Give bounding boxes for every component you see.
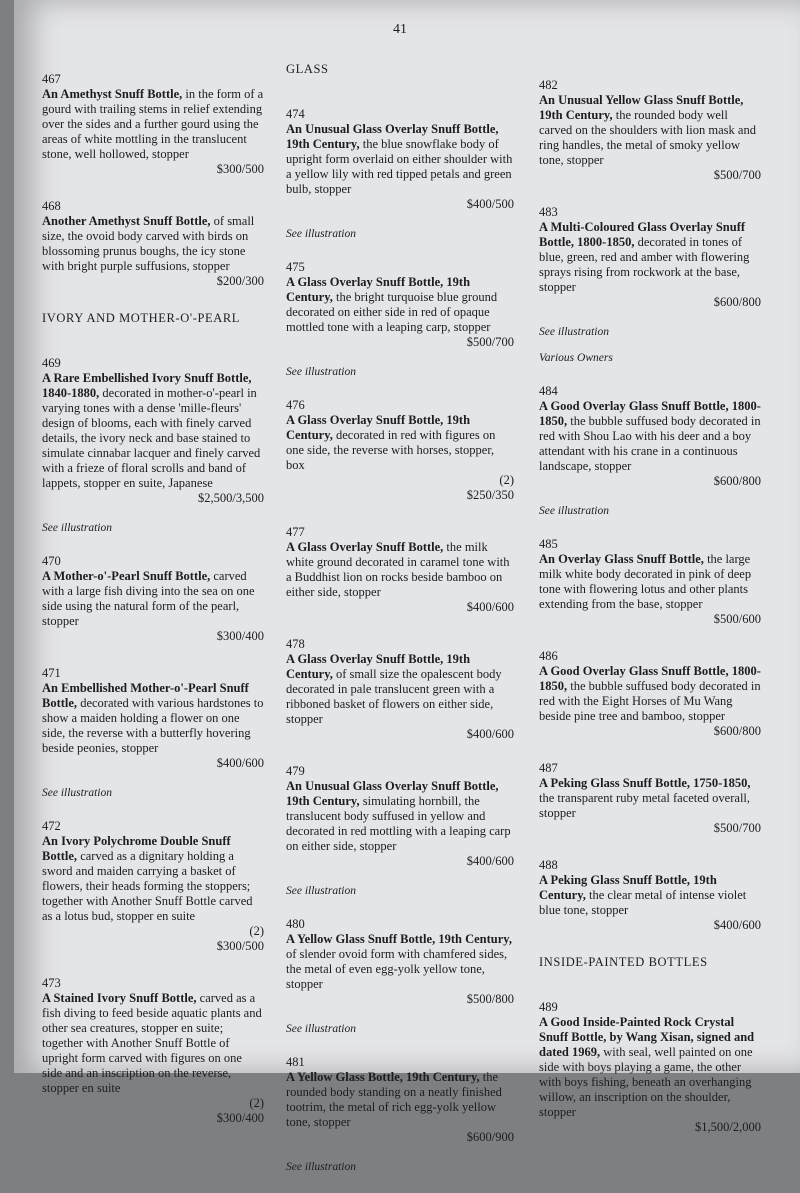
lot-title: A Good Inside-Painted Rock Crystal Snuff Bottle, by Wang Xisan, signed and dated 1969, [539,1015,755,1059]
lot-description: of small size, the ovoid body carved with birds on blossoming prunus boughs, the icy stone with bright purple suffusions, stopper [42,214,255,273]
lot-description: the bubble suffused body decorated in red with Shou Lao with his deer and a boy attendant with his crane in a continuous landscape, stopper [539,414,761,473]
lot-title: An Unusual Yellow Glass Snuff Bottle, 19th Century, [539,93,744,122]
lot-title: A Peking Glass Snuff Bottle, 1750-1850, [539,776,751,790]
lot-number: 477 [286,525,305,539]
lot-title: A Multi-Coloured Glass Overlay Snuff Bottle, 1800-1850, [539,220,746,249]
lot-number: 487 [539,761,558,775]
lot-number: 486 [539,649,558,663]
lot-entry [42,199,264,289]
lot-description: the bright turquoise blue ground decorated on either side in red of opaque mottled tone with a leaping carp, stopper [286,290,498,334]
lot-estimate: $600/800 [713,724,761,738]
lot-description: carved as a fish diving to feed beside aquatic plants and other sea creatures, stopper en suite; together with Another Snuff Bottle of upright form carved with figures on one side and an inscription on the reverse, stopper en suite [42,991,262,1095]
lot-entry [286,1055,514,1145]
column-right [539,78,761,1157]
lot-entry [539,858,761,933]
lot-entry [42,356,264,506]
lot-estimate: $400/500 [466,197,514,211]
lot-estimate: $200/300 [216,274,264,288]
lot-entry [286,398,514,503]
illustration-note: See illustration [42,522,112,534]
lot-number: 475 [286,260,305,274]
lot-estimate: $300/400 [216,1111,264,1125]
lot-estimate: $400/600 [466,727,514,741]
lot-entry [286,107,514,212]
lot-title: A Glass Overlay Snuff Bottle, [286,540,444,554]
lot-estimate: $600/800 [713,295,761,309]
lot-description: the rounded body well carved on the shoulders with lion mask and ring handles, the metal of smoky yellow tone, stopper [539,108,756,167]
lot-estimate: $500/700 [713,821,761,835]
lot-entry [286,637,514,742]
lot-estimate: $500/700 [713,168,761,182]
lot-number: 469 [42,356,61,370]
lot-number: 470 [42,554,61,568]
lot-number: 474 [286,107,305,121]
lot-estimate: $400/600 [466,854,514,868]
lot-title: A Mother-o'-Pearl Snuff Bottle, [42,569,211,583]
lot-entry [286,525,514,615]
lot-number: 483 [539,205,558,219]
lot-quantity: (2) [499,473,514,487]
page-number: 41 [393,22,407,37]
illustration-note: Various Owners [539,352,613,364]
lot-estimate: $250/350 [466,488,514,502]
lot-entry [539,537,761,627]
lot-description: of slender ovoid form with chamfered sides, the metal of even egg-yolk yellow tone, stopper [286,947,508,991]
lot-description: the clear metal of intense violet blue tone, stopper [539,888,747,917]
lot-title: An Ivory Polychrome Double Snuff Bottle, [42,834,231,863]
lot-number: 472 [42,819,61,833]
lot-entry [42,72,264,177]
lot-estimate: $400/600 [713,918,761,932]
lot-number: 467 [42,72,61,86]
lot-number: 468 [42,199,61,213]
lot-title: A Stained Ivory Snuff Bottle, [42,991,197,1005]
lot-estimate: $300/400 [216,629,264,643]
lot-entry [539,78,761,183]
lot-title: A Peking Glass Snuff Bottle, 19th Century, [539,873,717,902]
lot-number: 485 [539,537,558,551]
lot-title: A Yellow Glass Snuff Bottle, 19th Century, [286,932,512,946]
lot-number: 484 [539,384,558,398]
section-heading: IVORY AND MOTHER-O'-PEARL [42,311,241,325]
lot-entry [539,384,761,489]
lot-title: Another Amethyst Snuff Bottle, [42,214,211,228]
illustration-note: See illustration [286,366,356,378]
lot-number: 478 [286,637,305,651]
column-left [42,72,264,1148]
lot-title: A Rare Embellished Ivory Snuff Bottle, 1840-1880, [42,371,252,400]
lot-title: An Unusual Glass Overlay Snuff Bottle, 19th Century, [286,779,499,808]
lot-entry [286,764,514,869]
column-middle [286,60,514,1193]
section-heading: INSIDE-PAINTED BOTTLES [539,955,708,969]
lot-estimate: $500/800 [466,992,514,1006]
lot-entry [539,205,761,310]
lot-estimate: $300/500 [216,162,264,176]
lot-estimate: $400/600 [216,756,264,770]
lot-quantity: (2) [249,1096,264,1110]
lot-title: A Glass Overlay Snuff Bottle, 19th Century, [286,413,471,442]
lot-title: An Amethyst Snuff Bottle, [42,87,183,101]
lot-description: decorated in red with figures on one side, the reverse with horses, stopper, box [286,428,496,472]
lot-estimate: $2,500/3,500 [198,491,264,505]
illustration-note: See illustration [286,228,356,240]
lot-number: 481 [286,1055,305,1069]
lot-entry [539,1000,761,1135]
lot-entry [286,260,514,350]
lot-number: 489 [539,1000,558,1014]
illustration-note: See illustration [286,885,356,897]
lot-number: 488 [539,858,558,872]
illustration-note: See illustration [539,326,609,338]
lot-description: simulating hornbill, the translucent body suffused in yellow and decorated in red mottling with a leaping carp on either side, stopper [286,794,511,853]
lot-description: decorated in mother-o'-pearl in varying tones with a dense 'mille-fleurs' design of blooms, each with finely carved details, the ivory neck and base stained to simulate cinnabar lacquer and finely carved with a frieze of floral scrolls and band of lappets, stopper en suite, Japanese [42,386,261,490]
lot-description: the rounded body standing on a neatly finished tootrim, the metal of rich egg-yolk yellow tone, stopper [286,1070,502,1129]
lot-description: carved as a dignitary holding a sword and maiden carrying a basket of flowers, their heads forming the stoppers; together with Another Snuff Bottle carved as a lotus bud, stopper en suite [42,849,253,923]
lot-number: 482 [539,78,558,92]
lot-title: A Good Overlay Glass Snuff Bottle, 1800-1850, [539,399,761,428]
lot-description: carved with a large fish diving into the sea on one side using the natural form of the pearl, stopper [42,569,255,628]
lot-title: A Yellow Glass Bottle, 19th Century, [286,1070,480,1084]
lot-entry [42,554,264,644]
lot-title: An Unusual Glass Overlay Snuff Bottle, 19th Century, [286,122,499,151]
illustration-note: See illustration [286,1161,356,1173]
lot-description: decorated with various hardstones to show a maiden holding a flower on one side, the reverse with a butterfly hovering beside peonies, stopper [42,696,264,755]
lot-estimate: $500/700 [466,335,514,349]
section-heading: GLASS [286,62,329,76]
lot-title: An Embellished Mother-o'-Pearl Snuff Bottle, [42,681,249,710]
illustration-note: See illustration [42,787,112,799]
lot-description: the milk white ground decorated in caramel tone with a Buddhist lion on rocks beside bamboo on either side, stopper [286,540,510,599]
lot-description: the blue snowflake body of upright form overlaid on either shoulder with a yellow lily with red tipped petals and green bulb, stopper [286,137,513,196]
lot-estimate: $300/500 [216,939,264,953]
lot-number: 476 [286,398,305,412]
lot-estimate: $500/600 [713,612,761,626]
lot-description: the transparent ruby metal faceted overall, stopper [539,791,751,820]
lot-description: the bubble suffused body decorated in red with the Eight Horses of Mu Wang beside pine tree and bamboo, stopper [539,679,761,723]
lot-description: of small size the opalescent body decorated in pale translucent green with a ribboned basket of flowers on either side, stopper [286,667,502,726]
lot-estimate: $600/800 [713,474,761,488]
lot-number: 479 [286,764,305,778]
illustration-note: See illustration [286,1023,356,1035]
lot-entry [42,819,264,954]
lot-description: decorated in tones of blue, green, red and amber with flowering sprays rising from rockwork at the base, stopper [539,235,750,294]
lot-entry [539,761,761,836]
lot-number: 473 [42,976,61,990]
lot-entry [42,976,264,1126]
lot-estimate: $1,500/2,000 [695,1120,761,1134]
lot-description: with seal, well painted on one side with boys playing a game, the other with boys fishing, beneath an overhanging willow, an inscription on the shoulder, stopper [539,1045,753,1119]
lot-entry [539,649,761,739]
lot-quantity: (2) [249,924,264,938]
lot-title: An Overlay Glass Snuff Bottle, [539,552,704,566]
lot-number: 480 [286,917,305,931]
illustration-note: See illustration [539,505,609,517]
lot-description: the large milk white body decorated in pink of deep tone with flowering lotus and other plants extending from the base, stopper [539,552,752,611]
lot-number: 471 [42,666,61,680]
lot-title: A Good Overlay Glass Snuff Bottle, 1800-1850, [539,664,761,693]
lot-entry [42,666,264,771]
lot-entry [286,917,514,1007]
lot-description: in the form of a gourd with trailing stems in relief extending over the sides and a further gourd using the areas of white mottling in the translucent stone, well hollowed, stopper [42,87,264,161]
lot-title: A Glass Overlay Snuff Bottle, 19th Century, [286,275,471,304]
lot-estimate: $600/900 [466,1130,514,1144]
lot-estimate: $400/600 [466,600,514,614]
lot-title: A Glass Overlay Snuff Bottle, 19th Century, [286,652,471,681]
